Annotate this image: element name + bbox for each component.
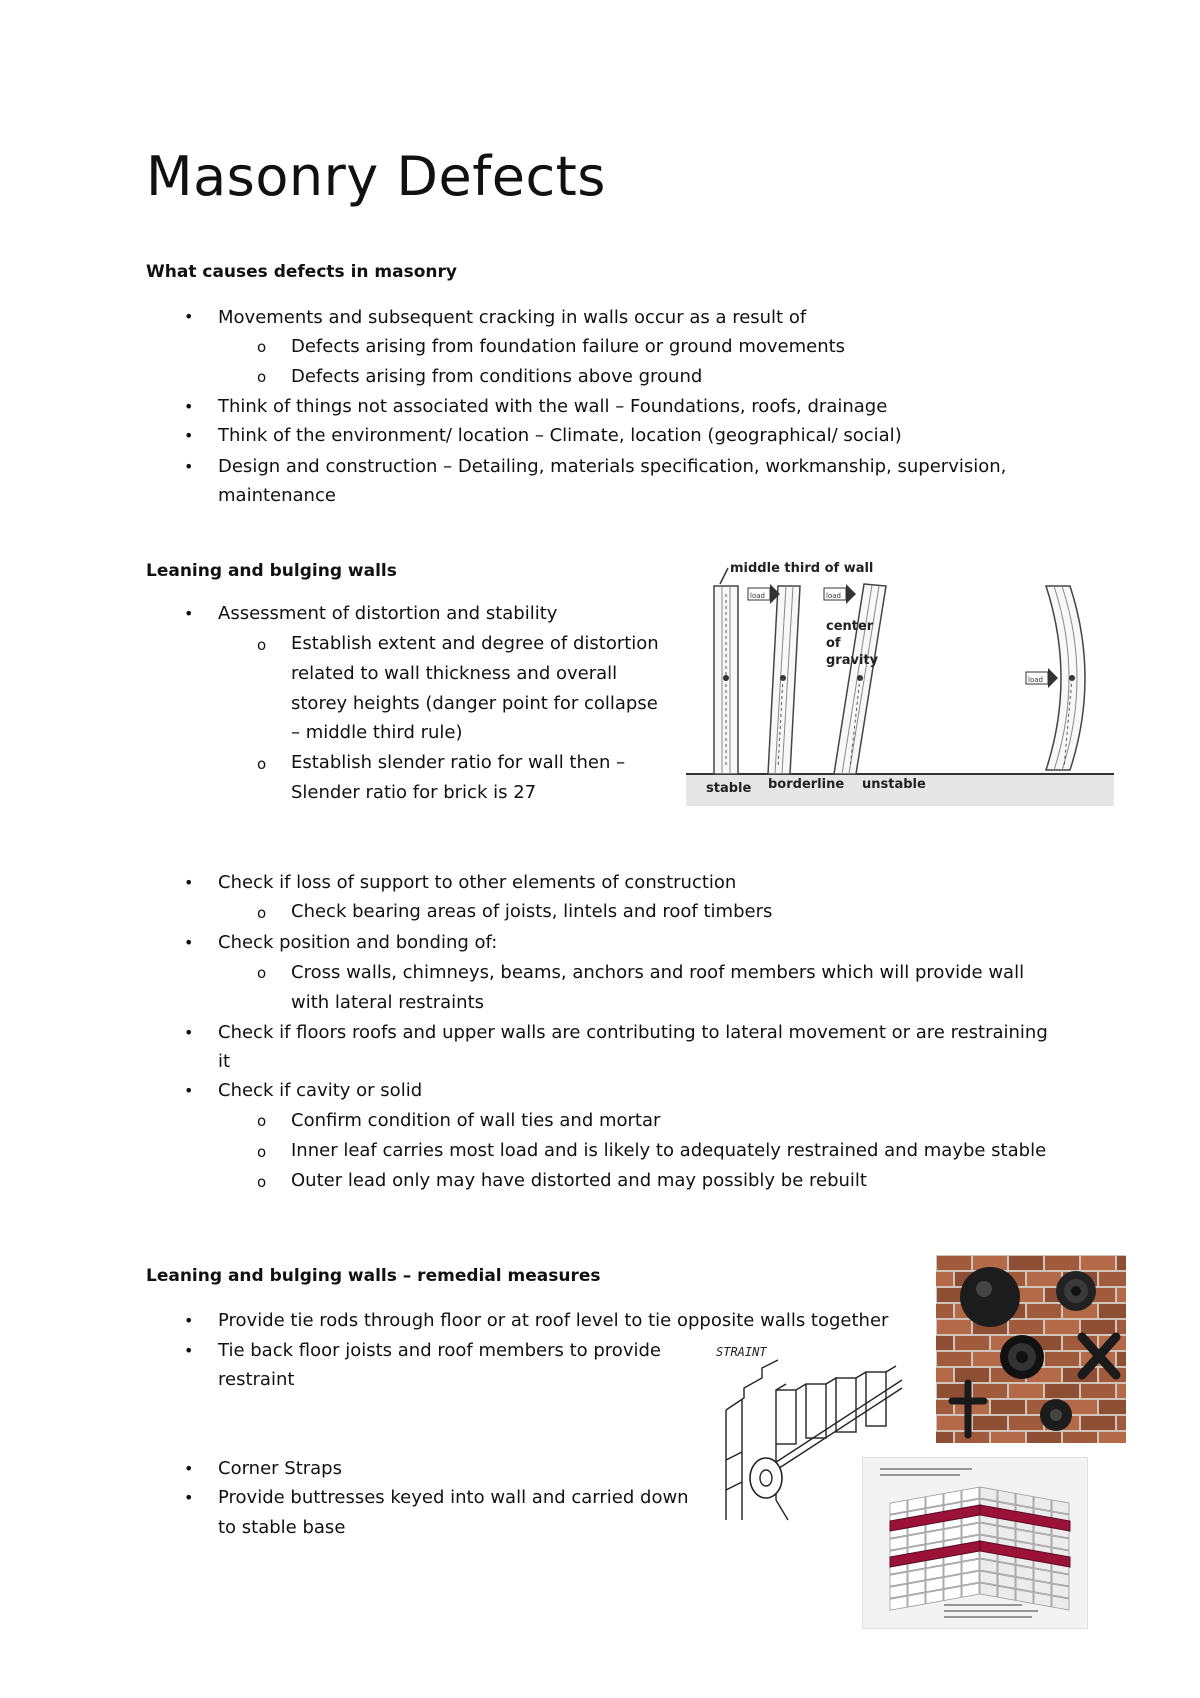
list-item-continued: Slender ratio for brick is 27 [291, 782, 537, 803]
section-heading-remedial: Leaning and bulging walls – remedial measures [146, 1266, 601, 1286]
page-title: Masonry Defects [146, 145, 606, 208]
label-unstable: unstable [862, 777, 926, 792]
bullet-circle: o [257, 755, 267, 773]
bullet-circle: o [257, 1112, 267, 1130]
list-item: Corner Straps [218, 1458, 342, 1479]
bullet-circle: o [257, 1173, 267, 1191]
anchor-plate-round [960, 1267, 1020, 1327]
bullet-circle: o [257, 904, 267, 922]
list-item: Movements and subsequent cracking in walls occur as a result of [218, 307, 807, 328]
list-item: Establish slender ratio for wall then – [291, 752, 626, 773]
label-middle-third: middle third of wall [730, 561, 874, 576]
bullet-dot: • [184, 873, 194, 892]
anchor-plate-small [1040, 1399, 1072, 1431]
list-item: Inner leaf carries most load and is likely to adequately restrained and maybe stable [291, 1140, 1047, 1161]
load-arrow [1026, 668, 1058, 688]
list-item: Tie back floor joists and roof members to provide [218, 1340, 661, 1361]
bullet-dot: • [184, 1459, 194, 1478]
list-item: Outer lead only may have distorted and may possibly be rebuilt [291, 1170, 867, 1191]
bullet-dot: • [184, 1311, 194, 1330]
bullet-dot: • [184, 933, 194, 952]
label-borderline: borderline [768, 777, 845, 792]
list-item: Cross walls, chimneys, beams, anchors and roof members which will provide wall [291, 962, 1025, 983]
bullet-circle: o [257, 636, 267, 654]
bullet-dot: • [184, 307, 194, 326]
list-item: Check if floors roofs and upper walls are contributing to lateral movement or are restraining [218, 1022, 1048, 1043]
list-item: Design and construction – Detailing, materials specification, workmanship, supervision, [218, 456, 1007, 477]
bullet-dot: • [184, 1341, 194, 1360]
wall-borderline [768, 586, 800, 774]
svg-text:load: load [750, 592, 765, 600]
list-item: Check position and bonding of: [218, 932, 498, 953]
list-item-continued: maintenance [218, 485, 336, 506]
list-item-continued: to stable base [218, 1517, 346, 1538]
svg-text:load: load [826, 592, 841, 600]
label-gravity: gravity [826, 653, 879, 668]
label-center: center [826, 619, 874, 634]
corner-straps-diagram [862, 1457, 1088, 1629]
list-item-continued: restraint [218, 1369, 295, 1390]
bullet-dot: • [184, 1081, 194, 1100]
list-item: Provide buttresses keyed into wall and carried down [218, 1487, 689, 1508]
bullet-circle: o [257, 368, 267, 386]
wall-stability-diagram [686, 554, 1114, 806]
list-item: Check if cavity or solid [218, 1080, 423, 1101]
list-item: Check bearing areas of joists, lintels and roof timbers [291, 901, 773, 922]
bullet-circle: o [257, 1143, 267, 1161]
list-item-continued: it [218, 1051, 231, 1072]
section-heading-causes: What causes defects in masonry [146, 262, 457, 282]
label-stable: stable [706, 781, 752, 796]
list-item-continued: related to wall thickness and overall [291, 663, 618, 684]
bullet-dot: • [184, 1023, 194, 1042]
list-item: Provide tie rods through floor or at roof level to tie opposite walls together [218, 1310, 889, 1331]
list-item-continued: with lateral restraints [291, 992, 485, 1013]
list-item: Defects arising from foundation failure or ground movements [291, 336, 846, 357]
list-item: Think of the environment/ location – Climate, location (geographical/ social) [218, 425, 902, 446]
list-item: Confirm condition of wall ties and mortar [291, 1110, 661, 1131]
anchor-plate-ring [1000, 1335, 1044, 1379]
anchor-plate-rosette [1056, 1271, 1096, 1311]
wall-unstable [834, 584, 886, 774]
bullet-circle: o [257, 964, 267, 982]
label-straint: STRAINT [716, 1345, 767, 1359]
list-item: Check if loss of support to other elements of construction [218, 872, 737, 893]
wall-stable [714, 586, 738, 774]
anchor-plates-photo [936, 1255, 1126, 1443]
svg-text:load: load [1028, 676, 1043, 684]
list-item: Establish extent and degree of distortion [291, 633, 659, 654]
list-item: Think of things not associated with the wall – Foundations, roofs, drainage [218, 396, 888, 417]
list-item-continued: – middle third rule) [291, 722, 463, 743]
bullet-dot: • [184, 426, 194, 445]
label-of: of [826, 636, 841, 651]
list-item-continued: storey heights (danger point for collapse [291, 693, 658, 714]
load-arrow [824, 584, 856, 604]
pointer-line [720, 568, 728, 584]
list-item: Assessment of distortion and stability [218, 603, 558, 624]
bullet-dot: • [184, 604, 194, 623]
anchor-plate [750, 1458, 782, 1498]
bullet-dot: • [184, 1488, 194, 1507]
section-heading-leaning: Leaning and bulging walls [146, 561, 397, 581]
bullet-circle: o [257, 338, 267, 356]
bullet-dot: • [184, 397, 194, 416]
load-arrow [748, 584, 780, 604]
list-item: Defects arising from conditions above ground [291, 366, 703, 387]
bullet-dot: • [184, 457, 194, 476]
